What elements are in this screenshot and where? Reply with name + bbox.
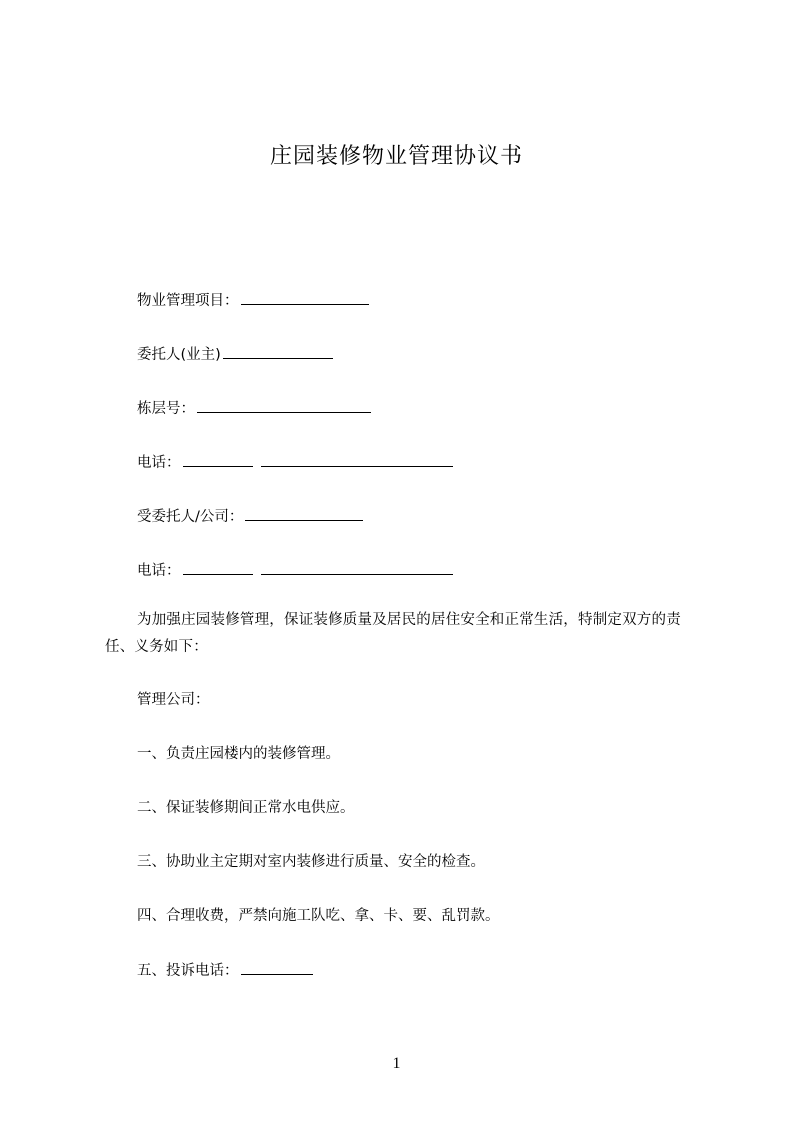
complaint-phone-blank[interactable] [241,960,313,975]
list-item: 二、保证装修期间正常水电供应。 [137,800,355,816]
list-item: 五、投诉电话： [137,963,239,979]
phone-label: 电话： [137,455,181,471]
complaint-phone-item [137,960,313,981]
phone2-blank-1[interactable] [183,560,253,575]
project-label: 物业管理项目： [137,293,239,309]
page-number: 1 [392,1055,401,1072]
project-field [137,290,369,311]
intro-paragraph: 为加强庄园装修管理，保证装修质量及居民的居住安全和正常生活，特制定双方的责任、义务如下： [105,612,681,655]
building-label: 栋层号： [137,401,195,417]
owner-field [137,344,333,365]
agent-field [137,506,363,527]
owner-label: 委托人(业主) [137,347,221,363]
document-title: 庄园装修物业管理协议书 [269,144,523,169]
phone-field [137,452,453,473]
building-field [137,398,371,419]
agent-blank[interactable] [245,506,363,521]
section-heading: 管理公司： [137,692,210,708]
list-item: 三、协助业主定期对室内装修进行质量、安全的检查。 [137,854,485,870]
phone-blank-1[interactable] [183,452,253,467]
phone-blank-2[interactable] [261,452,453,467]
owner-blank[interactable] [223,344,333,359]
phone2-blank-2[interactable] [261,560,453,575]
project-blank[interactable] [241,290,369,305]
list-item: 四、合理收费，严禁向施工队吃、拿、卡、要、乱罚款。 [137,908,500,924]
phone2-field [137,560,453,581]
agent-label: 受委托人/公司： [137,509,244,525]
list-item: 一、负责庄园楼内的装修管理。 [137,746,340,762]
phone2-label: 电话： [137,563,181,579]
building-blank[interactable] [197,398,371,413]
